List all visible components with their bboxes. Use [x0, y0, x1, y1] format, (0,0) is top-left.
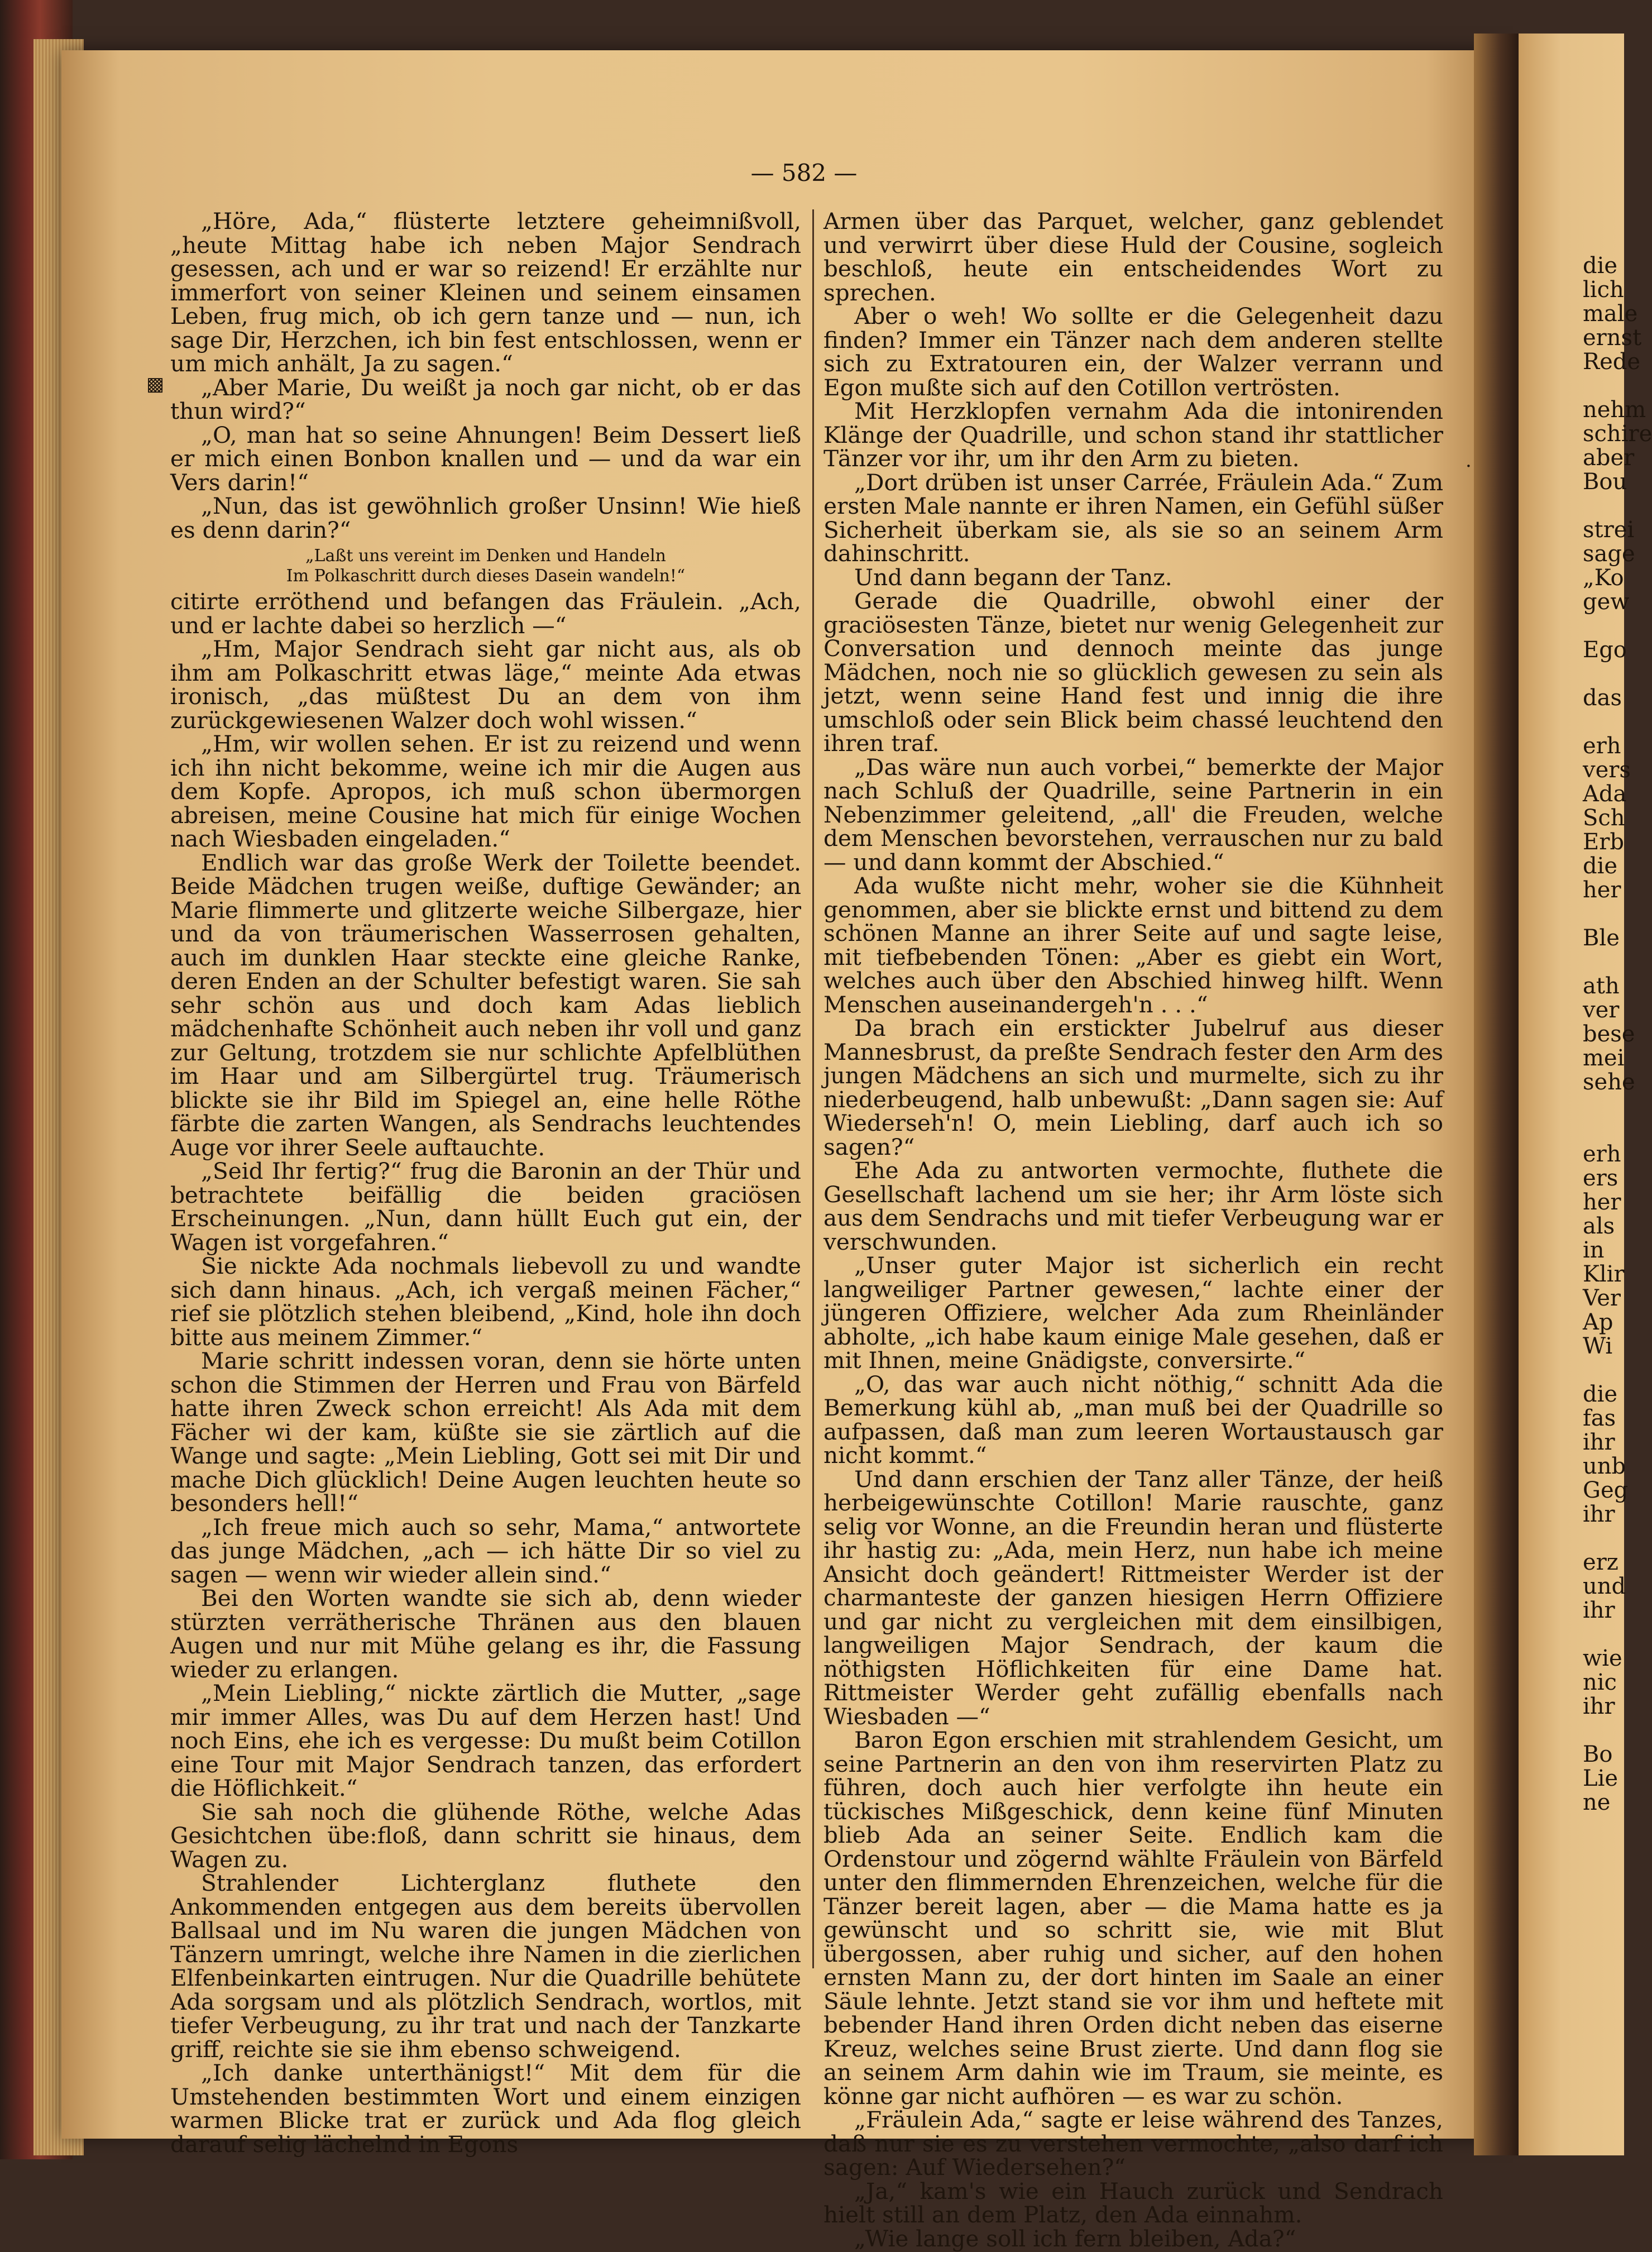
fragment-line: die — [1583, 853, 1618, 879]
fragment-line: ihr — [1583, 1598, 1615, 1623]
blank-line — [1583, 662, 1624, 686]
paragraph: „Höre, Ada,“ flüsterte letztere geheimnißvoll, „heute Mittag habe ich neben Major Sendrach gesessen, ach und er war so reizend! Er erzählte nur immerfort von seiner Kleinen und seinem einsamen Leben, frug mich, ob ich gern tanze und — nun, ich sage Dir, Herzchen, ich bin fest entschlossen, wenn er um mich anhält, Ja zu sagen.“ — [170, 208, 801, 377]
paragraph: Ehe Ada zu antworten vermochte, fluthete die Gesellschaft lachend um sie her; ihr Arm löste sich aus dem Sendrachs und mit tiefer Verbeugung war er verschwunden. — [823, 1157, 1443, 1255]
paragraph: „Das wäre nun auch vorbei,“ bemerkte der Major nach Schluß der Quadrille, seine Partnerin in ein Nebenzimmer geleitend, „all' die Freuden, welche dem Menschen bevorstehen, verrauschen nur zu bald — und dann kommt der Abschied.“ — [823, 753, 1443, 876]
paragraph: Ada wußte nicht mehr, woher sie die Kühnheit genommen, aber sie blickte ernst und bittend zu dem schönen Manne an ihrer Seite auf und sagte leise, mit tiefbebenden Tönen: „Aber es giebt ein Wort, welches auch über den Abschied hinweg hilft. Wenn Menschen auseinandergeh'n . . .“ — [823, 872, 1443, 1018]
fragment-line: ne — [1583, 1790, 1611, 1815]
fragment-line: Ver — [1583, 1285, 1621, 1311]
blank-line — [1583, 1118, 1624, 1142]
fragment-line: ver — [1583, 997, 1620, 1023]
fragment-line: bese — [1583, 1021, 1635, 1047]
fragment-line: male — [1583, 301, 1638, 327]
fragment-line: und — [1583, 1574, 1626, 1599]
fragment-line: ihr — [1583, 1694, 1615, 1719]
fragment-line: wie — [1583, 1646, 1622, 1671]
fragment-line: ihr — [1583, 1502, 1615, 1527]
paragraph: „Dort drüben ist unser Carrée, Fräulein Ada.“ Zum ersten Male nannte er ihren Namen, ein Gefühl süßer Sicherheit überkam sie, als sie so an seinem Arm dahinschritt. — [823, 468, 1443, 567]
blank-line — [1583, 374, 1624, 398]
paragraph: Bei den Worten wandte sie sich ab, denn wieder stürzten verrätherische Thränen aus den blauen Augen und nur mit Mühe gelang es ihr, die Fassung wieder zu erlangen. — [170, 1585, 801, 1683]
fragment-line: als — [1583, 1213, 1615, 1239]
fragment-line: strei — [1583, 517, 1635, 543]
fragment-line: Rede — [1583, 349, 1641, 375]
paragraph: Baron Egon erschien mit strahlendem Gesicht, um seine Partnerin an den von ihm reservirten Platz zu führen, doch auch hier verfolgte ihn heute ein tückisches Mißgeschick, denn keine fünf Minuten blieb Ada an seiner Seite. Endlich kam die Ordenstour und zögernd wählte Fräulein von Bärfeld unter den flimmernden Ehrenzeichen, welche für die Tänzer bereit lagen, aber — die Mama hatte es ja gewünscht und so schritt sie, wie mit Blut übergossen, aber ruhig und sicher, auf den hohen ernsten Mann zu, der dort hinten im Saale an einer Säule lehnte. Jetzt stand sie vor ihm und heftete mit bebender Hand ihren Orden dicht neben das eiserne Kreuz, welches seine Brust zierte. Und dann flog sie an seinem Arm dahin wie im Traum, sie meinte, es könne gar nicht aufhören — es war zu schön. — [823, 1727, 1443, 2110]
fragment-line: sehe — [1583, 1069, 1635, 1095]
fragment-line: lich — [1583, 277, 1624, 303]
fragment-line: Bo — [1583, 1742, 1613, 1767]
fragment-line: erh — [1583, 733, 1621, 759]
blank-line — [1583, 1359, 1624, 1383]
paragraph: Und dann erschien der Tanz aller Tänze, der heiß herbeigewünschte Cotillon! Marie rauschte, ganz selig vor Wonne, an die Freundin heran und flüsterte ihr hastig zu: „Ada, mein Herz, nun habe ich meine Ansicht doch geändert! Rittmeister Werder ist der charmanteste der ganzen hiesigen Herrn Offiziere und gar nicht zu vergleichen mit dem einsilbigen, langweiligen Major Sendrach, der kaum die nöthigsten Höflichkeiten für eine Dame hat. Rittmeister Werder geht zufällig ebenfalls nach Wiesbaden —“ — [823, 1465, 1443, 1730]
paragraph: „Hm, wir wollen sehen. Er ist zu reizend und wenn ich ihn nicht bekomme, weine ich mir die Augen aus dem Kopfe. Apropos, ich muß schon übermorgen abreisen, meine Cousine hat mich für einige Wochen nach Wiesbaden eingeladen.“ — [170, 730, 801, 852]
fragment-line: in — [1583, 1237, 1605, 1263]
fragment-line: ath — [1583, 973, 1620, 999]
blank-line — [1583, 950, 1624, 974]
paragraph: Gerade die Quadrille, obwohl einer der graciösesten Tänze, bietet nur wenig Gelegenheit zur Conversation und dennoch meinte das junge Mädchen, noch nie so glücklich gewesen zu sein als jetzt, wenn seine Hand fest und innig die ihre umschloß oder sein Blick beim chassé leuchtend den ihren traf. — [823, 587, 1443, 757]
fragment-line: „Ko — [1583, 565, 1624, 591]
fragment-line: ernst — [1583, 325, 1642, 351]
page-number: — 582 — — [750, 159, 858, 187]
facing-page-text-fragments — [1583, 253, 1652, 1815]
paragraph: Marie schritt indessen voran, denn sie hörte unten schon die Stimmen der Herren und Frau von Bärfeld hatte ihren Zweck schon erreicht! Als Ada mit dem Fächer wi der kam, küßte sie sie zärtlich auf die Wange und sagte: „Mein Liebling, Gott sei mit Dir und mache Dich glücklich! Deine Augen leuchten heute so besonders hell!“ — [170, 1347, 801, 1517]
fragment-line: schire — [1583, 421, 1652, 447]
fragment-line: erz — [1583, 1550, 1619, 1575]
paragraph: Sie nickte Ada nochmals liebevoll zu und wandte sich dann hinaus. „Ach, ich vergaß meinen Fächer,“ rief sie plötzlich stehen bleibend, „Kind, hole ihn doch bitte aus meinem Zimmer.“ — [170, 1252, 801, 1351]
paragraph: citirte erröthend und befangen das Fräulein. „Ach, und er lachte dabei so herzlich —“ — [170, 588, 801, 639]
paragraph: „Ich freue mich auch so sehr, Mama,“ antwortete das junge Mädchen, „ach — ich hätte Dir so viel zu sagen — wenn wir wieder allein sind.“ — [170, 1513, 801, 1588]
fragment-line: ihr — [1583, 1429, 1615, 1455]
paragraph: „Ja,“ kam's wie ein Hauch zurück und Sendrach hielt still an dem Platz, den Ada einnahm. — [823, 2177, 1443, 2228]
paragraph: „O, man hat so seine Ahnungen! Beim Dessert ließ er mich einen Bonbon knallen und — und da war ein Vers darin!“ — [170, 421, 801, 496]
paragraph: Aber o weh! Wo sollte er die Gelegenheit dazu finden? Immer ein Tänzer nach dem anderen stellte sich zu Extratouren ein, der Walzer verrann und Egon mußte sich auf den Cotillon vertrösten. — [823, 303, 1443, 401]
paragraph: Und dann begann der Tanz. — [854, 563, 1172, 591]
blank-line — [1583, 1527, 1624, 1551]
paragraph: Endlich war das große Werk der Toilette beendet. Beide Mädchen trugen weiße, duftige Gewänder; an Marie flimmerte und glitzerte weiche Silbergaze, hier und da von träumerischen Wasserrosen gehalten, auch im dunklen Haar steckte eine gleiche Ranke, deren Enden an der Schulter befestigt waren. Sie sah sehr schön aus und doch kam Adas lieblich mädchenhafte Schönheit auch neben ihr voll und ganz zur Geltung, trotzdem sie nur schlichte Apfelblüthen im Haar und am Silbergürtel trug. Träumerisch blickte sie ihr Bild im Spiegel an, eine helle Röthe färbte die zarten Wangen, als Sendrachs leuchtendes Auge vor ihrer Seele auftauchte. — [170, 849, 801, 1161]
fragment-line: mei — [1583, 1045, 1625, 1071]
column-divider — [812, 209, 814, 1968]
fragment-line: unb — [1583, 1453, 1626, 1479]
paragraph: Sie sah noch die glühende Röthe, welche Adas Gesichtchen übe:floß, dann schritt sie hinaus, dem Wagen zu. — [170, 1798, 801, 1873]
blank-line — [1583, 614, 1624, 638]
verse-line: Im Polkaschritt durch dieses Dasein wandeln!“ — [286, 566, 686, 586]
fragment-line: gew — [1583, 589, 1630, 615]
paragraph: Armen über das Parquet, welcher, ganz geblendet und verwirrt über diese Huld der Cousine, sogleich beschloß, heute ein entscheidendes Wort zu sprechen. — [823, 208, 1443, 306]
paragraph: „Unser guter Major ist sicherlich ein recht langweiliger Partner gewesen,“ lachte einer der jüngeren Offiziere, welcher Ada zum Rheinländer abholte, „ich habe kaum einige Male gesehen, daß er mit Ihnen, meine Gnädigste, conversirte.“ — [823, 1252, 1443, 1374]
fragment-line: die — [1583, 1381, 1618, 1407]
paragraph: „Mein Liebling,“ nickte zärtlich die Mutter, „sage mir immer Alles, was Du auf dem Herzen hast! Und noch Eins, ehe ich es vergesse: Du mußt beim Cotillon eine Tour mit Major Sendrach tanzen, das erfordert die Höflichkeit.“ — [170, 1680, 801, 1801]
paragraph: „Nun, das ist gewöhnlich großer Unsinn! Wie hieß es denn darin?“ — [170, 493, 801, 543]
blank-line — [1583, 902, 1624, 926]
fragment-line: Wi — [1583, 1333, 1613, 1359]
blank-line — [1583, 1623, 1624, 1647]
fragment-line: sage — [1583, 541, 1635, 567]
paragraph: „Seid Ihr fertig?“ frug die Baronin an der Thür und betrachtete beifällig die beiden graciösen Erscheinungen. „Nun, dann hüllt Euch gut ein, der Wagen ist vorgefahren.“ — [170, 1158, 801, 1256]
fragment-line: Geg — [1583, 1478, 1629, 1503]
paragraph: „Fräulein Ada,“ sagte er leise während des Tanzes, daß nur sie es zu verstehen vermochte, „also darf ich sagen: Auf Wiedersehen?“ — [823, 2106, 1443, 2181]
paragraph: „Aber Marie, Du weißt ja noch gar nicht, ob er das thun wird?“ — [170, 374, 801, 424]
fragment-line: nic — [1583, 1670, 1617, 1695]
fragment-line: Klir — [1583, 1261, 1625, 1287]
fragment-line: erh — [1583, 1141, 1621, 1167]
paragraph: Strahlender Lichterglanz fluthete den Ankommenden entgegen aus dem bereits übervollen Ballsaal und im Nu waren die jungen Mädchen von Tänzern umringt, welche ihre Namen in die zierlichen Elfenbeinkarten eintrugen. Nur die Quadrille behütete Ada sorgsam und als plötzlich Sendrach, wortlos, mit tiefer Verbeugung, zu ihr trat und nach der Tanzkarte griff, reichte sie sie ihm ebenso schweigend. — [170, 1870, 801, 2063]
fragment-line: Sch — [1583, 805, 1625, 831]
fragment-line: Ap — [1583, 1309, 1613, 1335]
fragment-line: Ble — [1583, 925, 1620, 951]
blank-line — [1583, 494, 1624, 518]
fragment-line: Ada — [1583, 781, 1627, 807]
margin-mark: · — [1466, 455, 1472, 477]
fragment-line: ers — [1583, 1165, 1619, 1191]
fragment-line: Bou — [1583, 469, 1627, 495]
book-gutter — [1474, 34, 1519, 2155]
paragraph: „Hm, Major Sendrach sieht gar nicht aus, als ob ihm am Polkaschritt etwas läge,“ meinte Ada etwas ironisch, „das müßtest Du an dem von ihm zurückgewiesenen Walzer doch wohl wissen.“ — [170, 635, 801, 734]
fragment-line: nehm — [1583, 397, 1646, 423]
fragment-line: vers — [1583, 757, 1631, 783]
blank-line — [1583, 1719, 1624, 1743]
verse-line: „Laßt uns vereint im Denken und Handeln — [305, 546, 666, 566]
fragment-line: Erb — [1583, 829, 1624, 855]
margin-mark: ▩ — [146, 373, 165, 395]
right-text-column — [823, 209, 1443, 2250]
paragraph: „Wie lange soll ich fern bleiben, Ada?“ — [854, 2225, 1296, 2252]
fragment-line: fas — [1583, 1405, 1616, 1431]
fragment-line: her — [1583, 1189, 1621, 1215]
paragraph: Mit Herzklopfen vernahm Ada die intonirenden Klänge der Quadrille, und schon stand ihr stattlicher Tänzer vor ihr, um ihr den Arm zu bieten. — [823, 398, 1443, 472]
fragment-line: Lie — [1583, 1766, 1619, 1791]
paragraph: Da brach ein erstickter Jubelruf aus dieser Mannesbrust, da preßte Sendrach fester den Arm des jungen Mädchens an sich und murmelte, sich zu ihr niederbeugend, halb unbewußt: „Dann sagen sie: Auf Wiederseh'n! O, mein Liebling, darf auch ich so sagen?“ — [823, 1015, 1443, 1160]
fragment-line: her — [1583, 877, 1621, 903]
fragment-line: aber — [1583, 445, 1635, 471]
fragment-line: das — [1583, 685, 1622, 711]
paragraph: „Ich danke unterthänigst!“ Mit dem für die Umstehenden bestimmten Wort und einem einzigen warmen Blicke trat er zurück und Ada flog gleich darauf selig lächelnd in Egons — [170, 2059, 801, 2158]
left-text-column — [170, 209, 801, 2156]
blank-line — [1583, 710, 1624, 734]
fragment-line: die — [1583, 253, 1618, 279]
paragraph: „O, das war auch nicht nöthig,“ schnitt Ada die Bemerkung kühl ab, „man muß bei der Quadrille so aufpassen, daß man zum leeren Wortaustausch gar nicht kommt.“ — [823, 1370, 1443, 1469]
fragment-line: Ego — [1583, 637, 1627, 663]
blank-line — [1583, 1094, 1624, 1118]
